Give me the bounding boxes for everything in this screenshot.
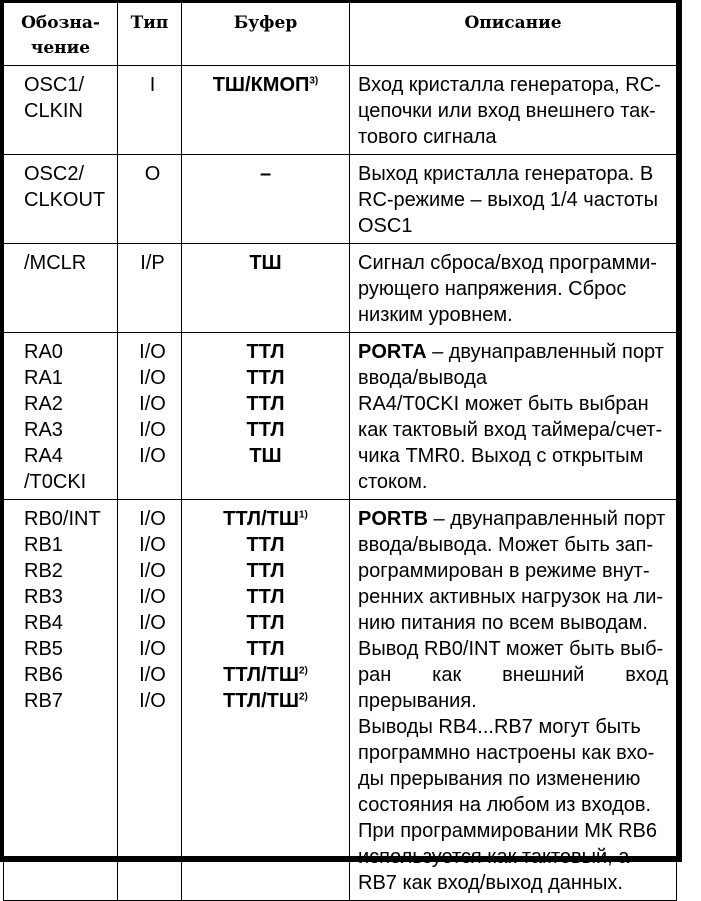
pin-name-cell	[4, 155, 118, 244]
pin-name-cell	[4, 500, 118, 901]
pin-type: I/O	[139, 341, 166, 363]
pin-buffer: ТТЛ	[246, 419, 285, 441]
pin-name-cell	[4, 244, 118, 333]
pin-name: RB1	[24, 534, 63, 556]
description-line: Вывод RB0/INT может быть выб-	[358, 638, 664, 660]
footnote-mark: 2)	[298, 691, 308, 703]
description-line: Сигнал сброса/вход программи-	[358, 252, 657, 274]
pin-description-cell	[350, 155, 677, 244]
pin-type-cell	[118, 244, 182, 333]
description-line: стоком.	[358, 471, 428, 493]
pin-type-cell	[118, 333, 182, 500]
description-line: При программировании МК RB6	[358, 820, 658, 842]
pin-buffer: ТТЛ	[246, 638, 285, 660]
pin-buffer: ТТЛ/ТШ$^{1)}$	[223, 508, 308, 530]
pin-buffer: ТТЛ	[246, 586, 285, 608]
pin-buffer: ТТЛ	[246, 612, 285, 634]
pin-name-cell	[4, 66, 118, 155]
description-line: ввода/вывода	[358, 367, 487, 389]
pin-name: RB2	[24, 560, 63, 582]
description-line: PORTB – двунаправленный порт	[358, 508, 666, 530]
pin-buffer-cell	[182, 244, 350, 333]
description-line: ды прерывания по изменению	[358, 768, 641, 790]
description-line: чика TMR0. Выход с открытым	[358, 445, 644, 467]
pin-type: I/P	[140, 252, 165, 274]
footnote-mark: 2)	[298, 665, 308, 677]
pin-buffer-cell	[182, 66, 350, 155]
pin-type-cell	[118, 155, 182, 244]
pin-name: RB0/INT	[24, 508, 101, 530]
pin-buffer: ТТЛ	[246, 393, 285, 415]
pin-buffer: –	[259, 163, 272, 185]
description-line: PORTA – двунаправленный порт	[358, 341, 664, 363]
pin-type: I/O	[139, 419, 166, 441]
header-name-line1: Обозна-	[21, 13, 100, 33]
pin-buffer-cell	[182, 333, 350, 500]
pin-type: I/O	[139, 508, 166, 530]
pin-type: I/O	[139, 612, 166, 634]
pin-buffer: ТШ	[249, 445, 282, 467]
pin-buffer: ТТЛ/ТШ$^{2)}$	[223, 690, 308, 712]
pin-name: RA0	[24, 341, 63, 363]
pin-name: RB3	[24, 586, 63, 608]
pin-type: I/O	[139, 393, 166, 415]
pin-name: RA1	[24, 367, 63, 389]
pin-buffer: ТШ	[249, 252, 282, 274]
description-line: состояния на любом из входов.	[358, 794, 652, 816]
pin-name: CLKIN	[24, 100, 83, 122]
pin-buffer: ТТЛ/ТШ$^{2)}$	[223, 664, 308, 686]
pin-name: /MCLR	[24, 252, 87, 274]
pin-type: I/O	[139, 690, 166, 712]
table-row	[4, 500, 677, 901]
header-row	[4, 3, 677, 66]
pin-name: RA2	[24, 393, 63, 415]
pin-description-cell	[350, 500, 677, 901]
pin-name: RA3	[24, 419, 63, 441]
description-line: ввода/вывода. Может быть зап-	[358, 534, 654, 556]
pin-type: I	[149, 74, 156, 96]
pin-type: I/O	[139, 367, 166, 389]
description-line: Выход кристалла генератора. В	[358, 163, 654, 185]
table-row	[4, 333, 677, 500]
table-row	[4, 66, 677, 155]
footnote-mark: 1)	[298, 509, 308, 521]
pin-name: OSC1/	[24, 74, 85, 96]
description-line: рограммирован в режиме внут-	[358, 560, 650, 582]
pin-name: RB7	[24, 690, 63, 712]
description-line: рующего напряжения. Сброс	[358, 278, 627, 300]
pin-name: CLKOUT	[24, 189, 106, 211]
header-name	[4, 3, 118, 66]
pin-buffer: ТТЛ	[246, 341, 285, 363]
pin-name-cell	[4, 333, 118, 500]
description-line: RC-режиме – выход 1/4 частоты	[358, 189, 658, 211]
pin-name: RB5	[24, 638, 63, 660]
description-line: тового сигнала	[358, 126, 497, 148]
pin-description-cell	[350, 244, 677, 333]
pin-buffer: ТТЛ	[246, 367, 285, 389]
table-row	[4, 244, 677, 333]
pin-name: RB4	[24, 612, 63, 634]
description-line: OSC1	[358, 215, 413, 237]
header-buffer: Буфер	[182, 3, 350, 66]
description-line: RB7 как вход/выход данных.	[358, 872, 623, 894]
description-line: ран как внешний вход прерывания.	[358, 664, 668, 712]
description-line: низким уровнем.	[358, 304, 513, 326]
header-type: Тип	[118, 3, 182, 66]
pin-name: /T0CKI	[24, 471, 87, 493]
port-name: PORTA	[358, 341, 427, 363]
pin-type-cell	[118, 66, 182, 155]
pin-name: OSC2/	[24, 163, 85, 185]
pin-type-cell	[118, 500, 182, 901]
pin-description-cell	[350, 333, 677, 500]
description-line: нию питания по всем выводам.	[358, 612, 648, 634]
port-name: PORTB	[358, 508, 428, 530]
pin-buffer: ТТЛ	[246, 534, 285, 556]
pin-type: O	[144, 163, 161, 185]
pin-name: RA4	[24, 445, 63, 467]
pin-type: I/O	[139, 586, 166, 608]
description-line: Выводы RB4...RB7 могут быть	[358, 716, 641, 738]
pin-type: I/O	[139, 534, 166, 556]
pin-buffer-cell	[182, 155, 350, 244]
pin-type: I/O	[139, 664, 166, 686]
pin-description-table	[3, 2, 677, 901]
description-line: RA4/T0CKI может быть выбран	[358, 393, 649, 415]
pin-buffer-cell	[182, 500, 350, 901]
pin-buffer: ТТЛ	[246, 560, 285, 582]
description-line: как тактовый вход таймера/счет-	[358, 419, 663, 441]
description-line: программно настроены как вхо-	[358, 742, 655, 764]
description-line: используется как тактовый, а	[358, 846, 630, 868]
pin-buffer: ТШ/КМОП$^{3)}$	[212, 74, 319, 96]
pin-type: I/O	[139, 560, 166, 582]
pin-name: RB6	[24, 664, 63, 686]
table-row	[4, 155, 677, 244]
description-line: ренних активных нагрузок на ли-	[358, 586, 664, 608]
description-line: цепочки или вход внешнего так-	[358, 100, 656, 122]
description-line: Вход кристалла генератора, RC-	[358, 74, 661, 96]
pin-type: I/O	[139, 638, 166, 660]
header-description: Описание	[350, 3, 677, 66]
pin-description-cell	[350, 66, 677, 155]
footnote-mark: 3)	[309, 75, 319, 87]
pin-type: I/O	[139, 445, 166, 467]
header-name-line2: чение	[30, 38, 91, 58]
